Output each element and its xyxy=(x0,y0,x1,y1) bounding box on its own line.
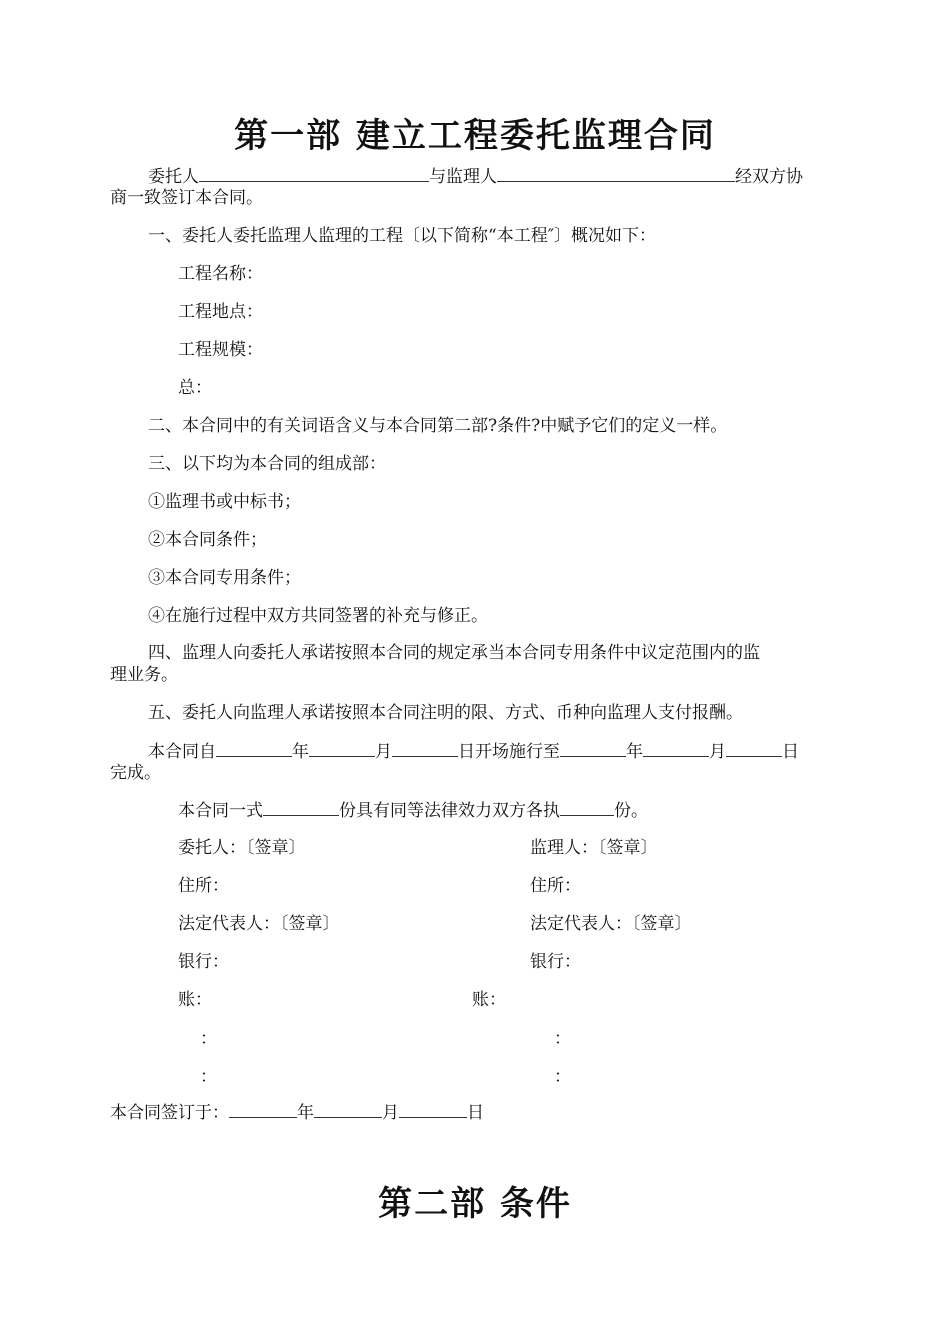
day-label: 日 xyxy=(782,742,799,762)
clause3-item: ④在施行过程中双方共同签署的补充与修正。 xyxy=(148,606,488,626)
clause3-item: ③本合同专用条件； xyxy=(148,568,301,588)
copies-middle: 份具有同等法律效力双方各执 xyxy=(339,801,560,821)
start-year-blank[interactable] xyxy=(216,741,292,757)
clause5: 五、委托人向监理人承诺按照本合同注明的限、方式、币种向监理人支付报酬。 xyxy=(148,703,743,723)
supervisor-colon: ： xyxy=(554,1067,571,1087)
client-colon: ： xyxy=(200,1029,217,1049)
client-account: 账： xyxy=(178,990,212,1010)
supervisor-colon: ： xyxy=(554,1029,571,1049)
signed-day-blank[interactable] xyxy=(399,1102,467,1118)
supervisor-label: 与监理人 xyxy=(429,167,497,187)
part2-title: 第二部 条件 xyxy=(378,1184,572,1224)
part1-title: 第一部 建立工程委托监理合同 xyxy=(234,116,716,156)
supervisor-representative: 法定代表人：〔签章〕 xyxy=(530,914,692,934)
signed-year-blank[interactable] xyxy=(229,1102,297,1118)
signed-prefix: 本合同签订于： xyxy=(110,1103,229,1123)
client-colon: ： xyxy=(200,1067,217,1087)
intro-tail: 经双方协 xyxy=(735,167,803,187)
supervisor-name-blank[interactable] xyxy=(497,166,735,182)
end-month-blank[interactable] xyxy=(643,741,709,757)
term-line-2: 完成。 xyxy=(110,763,161,783)
project-scale-label: 工程规模： xyxy=(178,340,263,360)
clause2: 二、本合同中的有关词语含义与本合同第二部?条件?中赋予它们的定义一样。 xyxy=(148,416,728,436)
year-label: 年 xyxy=(297,1103,314,1123)
start-month-blank[interactable] xyxy=(309,741,375,757)
clause3-item: ②本合同条件； xyxy=(148,530,267,550)
term-start-label: 本合同自 xyxy=(148,742,216,762)
start-day-blank[interactable] xyxy=(392,741,458,757)
clause4-line-1: 四、监理人向委托人承诺按照本合同的规定承当本合同专用条件中议定范围内的监 xyxy=(148,643,760,663)
supervisor-signature: 监理人：〔签章〕 xyxy=(530,838,658,858)
project-name-label: 工程名称： xyxy=(178,264,263,284)
day-start-label: 日开场施行至 xyxy=(458,742,560,762)
client-signature: 委托人：〔签章〕 xyxy=(178,838,306,858)
supervisor-address: 住所： xyxy=(530,876,581,896)
end-day-blank[interactable] xyxy=(726,741,782,757)
clause4-line-2: 理业务。 xyxy=(110,665,178,685)
year-label: 年 xyxy=(626,742,643,762)
client-name-blank[interactable] xyxy=(199,166,429,182)
copies-line xyxy=(178,800,648,821)
year-label: 年 xyxy=(292,742,309,762)
client-representative: 法定代表人：〔签章〕 xyxy=(178,914,340,934)
supervisor-account: 账： xyxy=(472,990,506,1010)
intro-line-1 xyxy=(148,166,803,187)
term-line-1 xyxy=(148,741,799,762)
project-total-label: 总： xyxy=(178,378,212,398)
client-bank: 银行： xyxy=(178,952,229,972)
client-address: 住所： xyxy=(178,876,229,896)
client-label: 委托人 xyxy=(148,167,199,187)
month-label: 月 xyxy=(382,1103,399,1123)
project-location-label: 工程地点： xyxy=(178,302,263,322)
clause3-heading: 三、以下均为本合同的组成部： xyxy=(148,454,386,474)
clause1-heading: 一、委托人委托监理人监理的工程〔以下简称“本工程″〕概况如下： xyxy=(148,226,657,246)
copies-prefix: 本合同一式 xyxy=(178,801,263,821)
end-year-blank[interactable] xyxy=(560,741,626,757)
day-label: 日 xyxy=(467,1103,484,1123)
month-label: 月 xyxy=(709,742,726,762)
clause3-item: ①监理书或中标书； xyxy=(148,492,301,512)
supervisor-bank: 银行： xyxy=(530,952,581,972)
intro-line-2: 商一致签订本合同。 xyxy=(110,188,263,208)
signed-month-blank[interactable] xyxy=(314,1102,382,1118)
copies-suffix: 份。 xyxy=(614,801,648,821)
copies-count-blank[interactable] xyxy=(263,800,339,816)
signed-date-line xyxy=(110,1102,484,1123)
month-label: 月 xyxy=(375,742,392,762)
copies-each-blank[interactable] xyxy=(560,800,614,816)
